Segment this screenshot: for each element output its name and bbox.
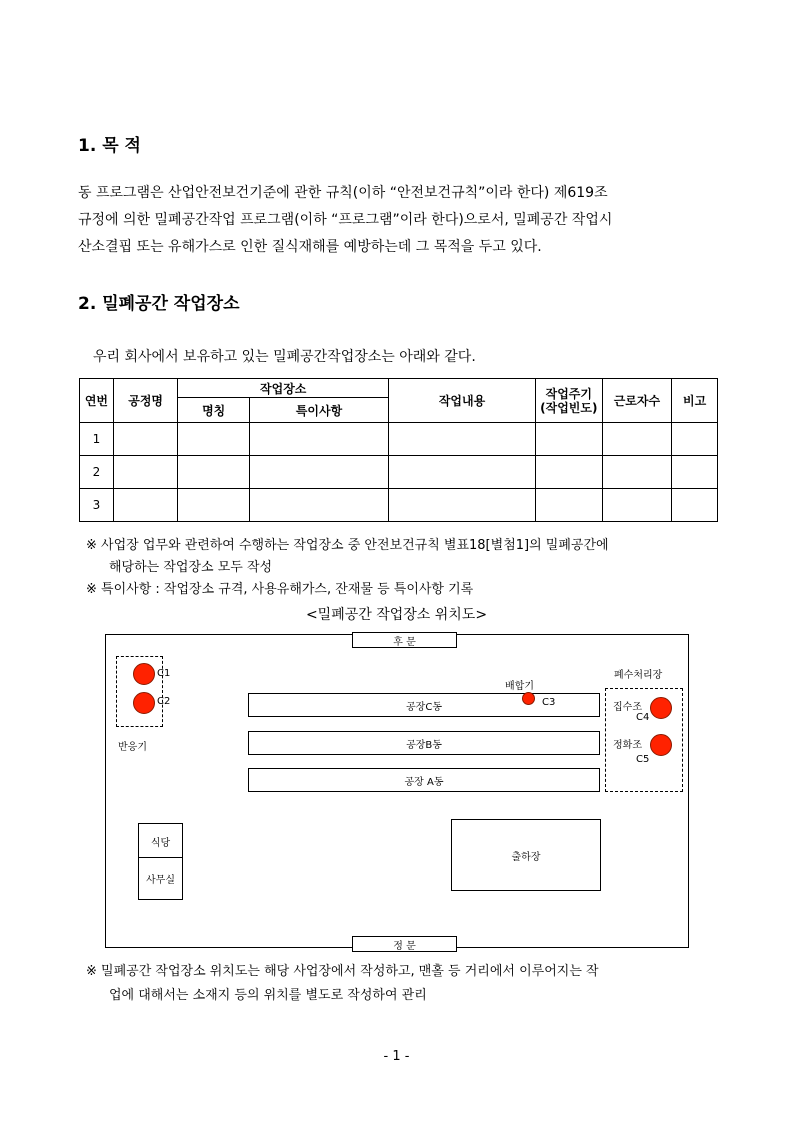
cell-cycle <box>536 456 603 489</box>
header-remark: 비고 <box>672 379 718 423</box>
cell-special <box>249 423 388 456</box>
cell-process <box>113 456 178 489</box>
section1-body <box>78 180 738 261</box>
header-workers: 근로자수 <box>602 379 672 423</box>
cell-special <box>249 489 388 522</box>
header-no: 연번 <box>80 379 114 423</box>
point-c2-label: C2 <box>157 696 171 707</box>
note2: ※ 특이사항 : 작업장소 규격, 사용유해가스, 잔재물 등 특이사항 기록 <box>86 582 474 597</box>
bottom-note-line-2: 업에 대해서는 소재지 등의 위치를 별도로 작성하여 관리 <box>109 988 427 1003</box>
cell-name <box>178 489 250 522</box>
map-title: <밀폐공간 작업장소 위치도> <box>305 607 488 623</box>
cell-special <box>249 456 388 489</box>
cell-remark <box>672 489 718 522</box>
cell-workers <box>602 489 672 522</box>
exhaust-label: 배합기 <box>505 681 534 692</box>
header-content: 작업내용 <box>389 379 536 423</box>
point-c3-label: C3 <box>542 697 556 708</box>
reactor-label: 반응기 <box>118 742 147 753</box>
cell-name <box>178 456 250 489</box>
purify-tank-label: 정화조 <box>613 740 642 751</box>
factory-b: 공장B동 <box>248 731 600 755</box>
note1 <box>86 535 746 601</box>
table-row <box>80 489 718 522</box>
point-c4-label: C4 <box>636 712 650 723</box>
cell-content <box>389 489 536 522</box>
cell-process <box>113 489 178 522</box>
cell-remark <box>672 423 718 456</box>
workplace-table <box>79 378 718 522</box>
page-number: - 1 - <box>383 1049 410 1064</box>
section1-line-1: 동 프로그램은 산업안전보건기준에 관한 규칙(이하 “안전보건규칙”이라 한다) 제619조 <box>78 185 608 201</box>
collect-tank-label: 집수조 <box>613 702 642 713</box>
table-row <box>80 456 718 489</box>
cell-remark <box>672 456 718 489</box>
row-no: 1 <box>80 423 114 456</box>
section1-heading: 1. 목 적 <box>78 136 141 156</box>
point-c1-label: C1 <box>157 668 171 679</box>
header-special: 특이사항 <box>249 398 388 423</box>
row-no: 3 <box>80 489 114 522</box>
header-cycle: 작업주기 (작업빈도) <box>536 379 603 423</box>
section2-intro: 우리 회사에서 보유하고 있는 밀폐공간작업장소는 아래와 같다. <box>93 349 476 365</box>
point-c1-marker <box>133 663 155 685</box>
point-c5-marker <box>650 734 672 756</box>
section1-line-3: 산소결핍 또는 유해가스로 인한 질식재해를 예방하는데 그 목적을 두고 있다. <box>78 239 542 255</box>
note1-line-2: 해당하는 작업장소 모두 작성 <box>109 560 273 575</box>
cell-process <box>113 423 178 456</box>
main-gate: 정 문 <box>352 936 457 952</box>
header-workplace: 작업장소 <box>178 379 389 398</box>
table-row <box>80 423 718 456</box>
bottom-note <box>86 960 746 1008</box>
header-process: 공정명 <box>113 379 178 423</box>
point-c4-marker <box>650 697 672 719</box>
shipping-area: 출하장 <box>451 819 601 891</box>
cell-name <box>178 423 250 456</box>
factory-a: 공장 A동 <box>248 768 600 792</box>
cafeteria: 식당 <box>138 823 183 859</box>
bottom-note-line-1: ※ 밀폐공간 작업장소 위치도는 해당 사업장에서 작성하고, 맨홀 등 거리에서 이루어지는 작 <box>86 964 599 979</box>
cell-content <box>389 423 536 456</box>
cell-workers <box>602 456 672 489</box>
point-c5-label: C5 <box>636 754 650 765</box>
wastewater-label: 폐수처리장 <box>614 670 663 681</box>
cell-cycle <box>536 423 603 456</box>
cell-cycle <box>536 489 603 522</box>
point-c2-marker <box>133 692 155 714</box>
note1-line-1: ※ 사업장 업무와 관련하여 수행하는 작업장소 중 안전보건규칙 별표18[별첨1]의 밀폐공간에 <box>86 538 609 553</box>
factory-c: 공장C동 <box>248 693 600 717</box>
section1-line-2: 규정에 의한 밀폐공간작업 프로그램(이하 “프로그램”이라 한다)으로서, 밀폐공간 작업시 <box>78 212 613 228</box>
header-name: 명칭 <box>178 398 250 423</box>
cell-content <box>389 456 536 489</box>
office: 사무실 <box>138 857 183 900</box>
back-gate: 후 문 <box>352 632 457 648</box>
cell-workers <box>602 423 672 456</box>
row-no: 2 <box>80 456 114 489</box>
section2-heading: 2. 밀폐공간 작업장소 <box>78 294 240 314</box>
point-c3-marker <box>522 692 535 705</box>
